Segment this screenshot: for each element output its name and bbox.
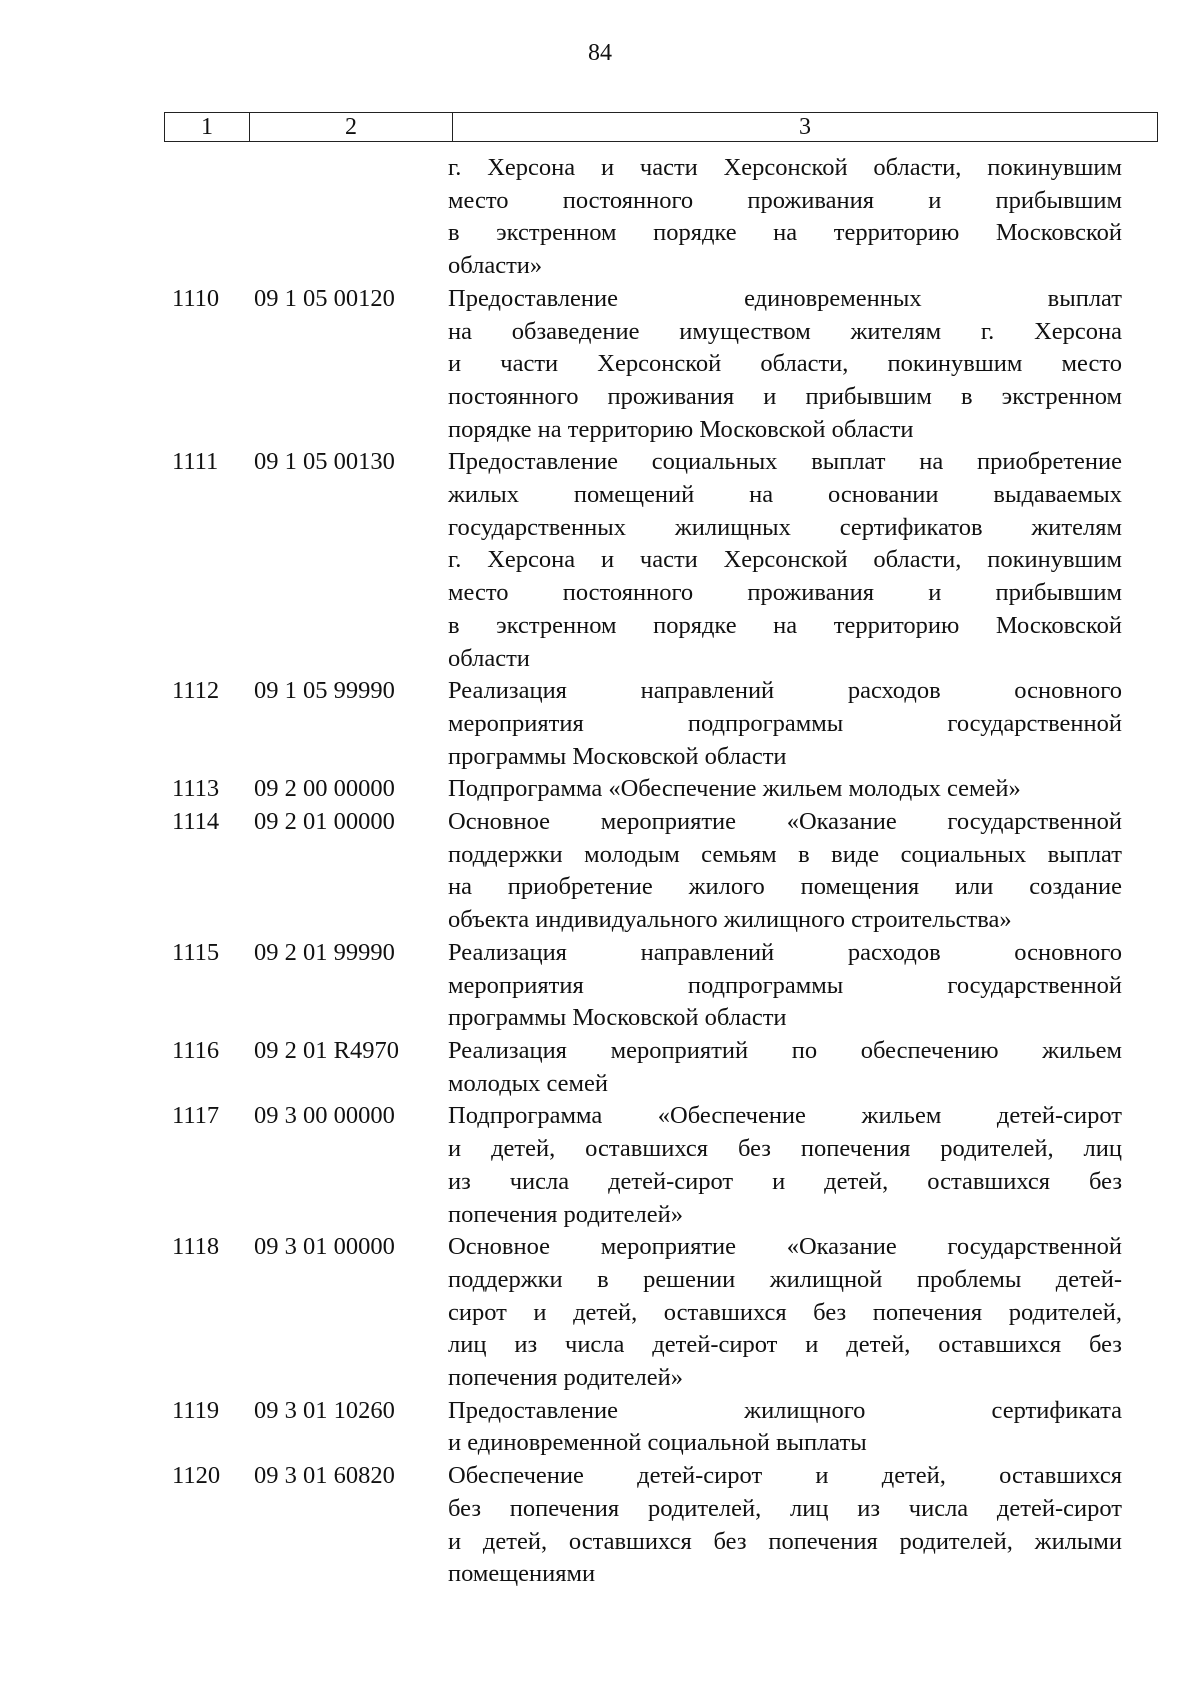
row-code: 09 3 01 00000 [254,1233,395,1261]
description-line: области [448,644,530,672]
description-line: помещениями [448,1560,596,1588]
table-row [0,937,1200,1035]
description-line: попечения родителей» [448,1364,683,1392]
row-description [448,1460,1122,1591]
description-line: сирот и детей, оставшихся без попечения родителей, [448,1298,1122,1326]
row-description [448,937,1122,1035]
description-line: государственных жилищных сертификатов жителям [448,513,1122,541]
description-line: мероприятия подпрограммы государственной [448,709,1122,737]
description-line: порядке на территорию Московской области [448,415,914,443]
row-description [448,1395,1122,1460]
table-row [0,446,1200,675]
description-line: без попечения родителей, лиц из числа детей-сирот [448,1494,1122,1522]
description-line: объекта индивидуального жилищного строительства» [448,906,1012,934]
row-number [172,152,254,283]
description-line: место постоянного проживания и прибывшим [448,579,1122,607]
table-row [0,773,1200,806]
description-line: попечения родителей» [448,1200,683,1228]
row-code: 09 1 05 00130 [254,448,395,476]
description-line: мероприятия подпрограммы государственной [448,971,1122,999]
row-code: 09 2 00 00000 [254,775,395,803]
row-number: 1112 [172,677,220,705]
table-row [0,1035,1200,1100]
page-number: 84 [588,40,612,66]
description-line: на приобретение жилого помещения или создание [448,873,1122,901]
description-line: Предоставление единовременных выплат [448,284,1122,312]
description-line: Основное мероприятие «Оказание государственной [448,808,1122,836]
description-line: программы Московской области [448,742,787,770]
description-line: в экстренном порядке на территорию Московской [448,611,1122,639]
description-line: на обзаведение имуществом жителям г. Херсона [448,317,1122,345]
description-line: г. Херсона и части Херсонской области, покинувшим [448,154,1122,181]
description-line: из числа детей-сирот и детей, оставшихся без [448,1167,1122,1195]
description-line: молодых семей [448,1069,609,1097]
row-code: 09 2 01 99990 [254,938,395,966]
description-line: Предоставление социальных выплат на приобретение [448,448,1122,476]
column-header-1: 1 [165,113,250,142]
table-row [0,1395,1200,1460]
row-description [448,283,1122,447]
row-description [448,675,1122,773]
row-description [448,152,1122,283]
row-description [448,1231,1122,1395]
description-line: и части Херсонской области, покинувшим место [448,350,1122,378]
row-code: 09 3 00 00000 [254,1102,395,1130]
row-code: 09 1 05 00120 [254,284,395,312]
table-row [0,152,1200,283]
row-number: 1118 [172,1233,220,1261]
row-description [448,773,1122,806]
table-row [0,806,1200,937]
description-line: Предоставление жилищного сертификата [448,1396,1122,1424]
description-line: области» [448,252,543,280]
description-line: Реализация направлений расходов основного [448,677,1122,705]
row-code [254,152,448,283]
row-description [448,1035,1122,1100]
row-description [448,806,1122,937]
column-header-2: 2 [250,113,453,142]
description-line: Реализация направлений расходов основного [448,938,1122,966]
description-line: лиц из числа детей-сирот и детей, оставшихся без [448,1331,1122,1359]
description-line: жилых помещений на основании выдаваемых [448,481,1122,509]
description-line: Обеспечение детей-сирот и детей, оставшихся [448,1462,1122,1490]
row-number: 1114 [172,808,220,836]
row-description [448,446,1122,675]
row-number: 1117 [172,1102,220,1130]
table-body [0,152,1200,1591]
description-line: Основное мероприятие «Оказание государственной [448,1233,1122,1261]
table-row [0,1100,1200,1231]
column-header-3: 3 [453,113,1158,142]
description-line: и детей, оставшихся без попечения родителей, лиц [448,1135,1122,1163]
table-row [0,1231,1200,1395]
row-number: 1116 [172,1036,220,1064]
row-number: 1110 [172,284,220,312]
description-line: Подпрограмма «Обеспечение жильем детей-сирот [448,1102,1122,1130]
column-header-row [165,113,1158,142]
row-number: 1120 [172,1462,221,1490]
description-line: и детей, оставшихся без попечения родителей, жилыми [448,1527,1122,1555]
row-code: 09 1 05 99990 [254,677,395,705]
table-row [0,675,1200,773]
column-header-table [164,112,1158,142]
description-line: Реализация мероприятий по обеспечению жильем [448,1036,1122,1064]
row-code: 09 2 01 00000 [254,808,395,836]
row-code: 09 3 01 60820 [254,1462,395,1490]
row-number: 1115 [172,938,220,966]
description-line: в экстренном порядке на территорию Московской [448,219,1122,247]
table-row [0,283,1200,447]
description-line: программы Московской области [448,1004,787,1032]
row-code: 09 3 01 10260 [254,1396,395,1424]
description-line: место постоянного проживания и прибывшим [448,186,1122,214]
row-code: 09 2 01 R4970 [254,1036,399,1064]
description-line: поддержки в решении жилищной проблемы детей- [448,1265,1122,1293]
table-row [0,1460,1200,1591]
row-number: 1111 [172,448,219,476]
description-line: и единовременной социальной выплаты [448,1429,867,1457]
description-line: г. Херсона и части Херсонской области, покинувшим [448,546,1122,574]
row-number: 1113 [172,775,220,803]
row-description [448,1100,1122,1231]
description-line: Подпрограмма «Обеспечение жильем молодых семей» [448,775,1021,803]
description-line: постоянного проживания и прибывшим в экстренном [448,382,1122,410]
description-line: поддержки молодым семьям в виде социальных выплат [448,840,1122,868]
row-number: 1119 [172,1396,220,1424]
